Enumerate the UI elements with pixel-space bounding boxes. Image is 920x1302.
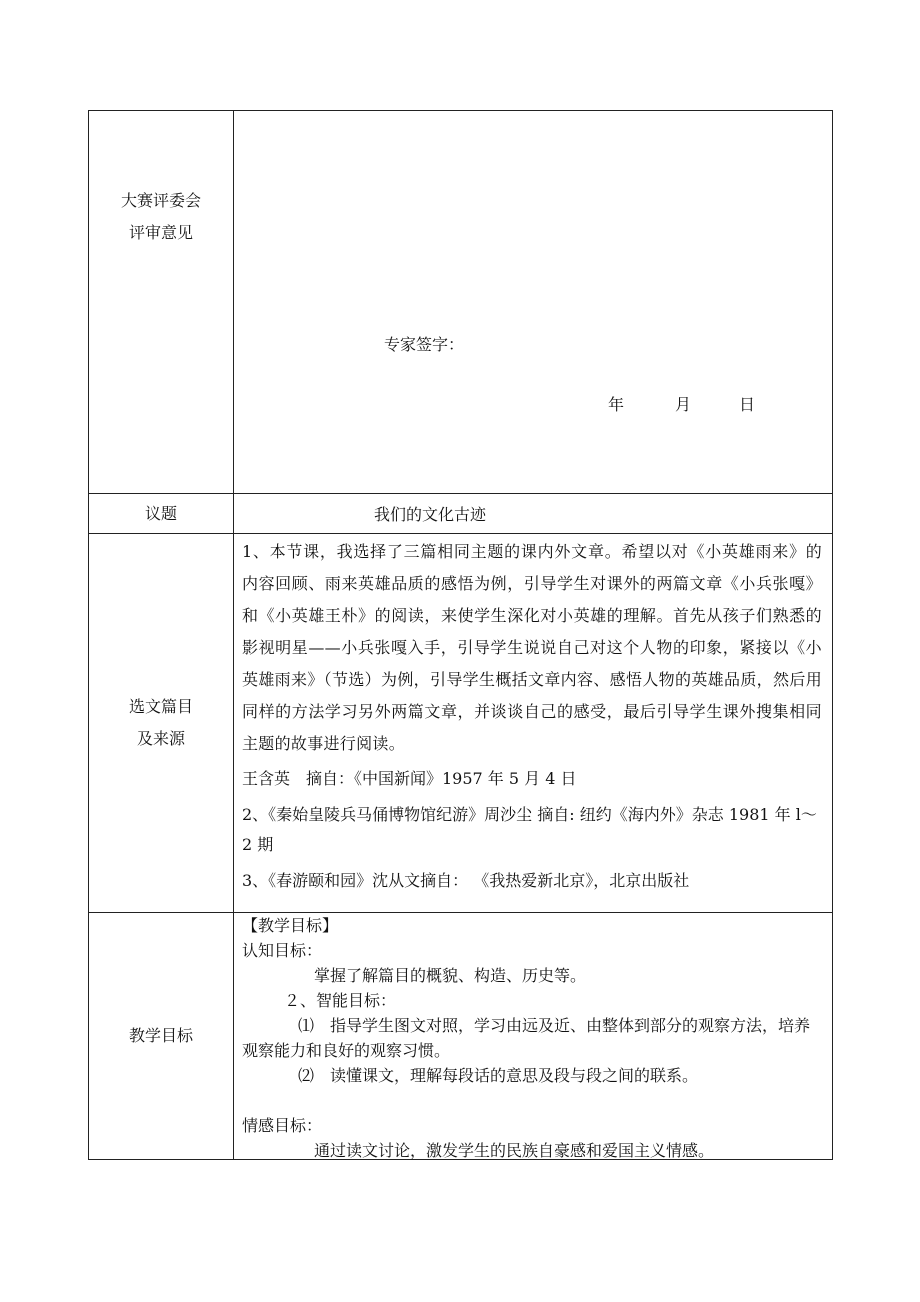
ability-title: ２、智能目标： bbox=[284, 991, 397, 1010]
source-item-1: 王含英 摘自：《中国新闻》1957 年 5 月 4 日 bbox=[242, 769, 577, 788]
review-label-line1: 大赛评委会 bbox=[120, 191, 201, 210]
emotion-title: 情感目标： bbox=[242, 1116, 323, 1135]
goals-heading: 【教学目标】 bbox=[242, 916, 339, 935]
topic-row bbox=[89, 493, 832, 533]
review-row bbox=[89, 111, 832, 493]
goals-content bbox=[234, 913, 832, 1159]
goals-row bbox=[89, 912, 832, 1159]
selection-row bbox=[89, 533, 832, 912]
topic-content bbox=[234, 494, 832, 533]
date-year: 年 bbox=[608, 395, 625, 414]
expert-signature-label: 专家签字： bbox=[384, 335, 465, 354]
date-month: 月 bbox=[675, 395, 692, 414]
ability-item-2: ⑵ 读懂课文，理解每段话的意思及段与段之间的联系。 bbox=[298, 1066, 699, 1085]
selection-label-line2: 及来源 bbox=[136, 729, 185, 748]
topic-value: 我们的文化古迹 bbox=[374, 505, 487, 524]
review-label bbox=[89, 111, 234, 493]
goals-label: 教学目标 bbox=[89, 913, 234, 1159]
selection-label bbox=[89, 534, 234, 912]
ability-item-1: ⑴ 指导学生图文对照，学习由远及近、由整体到部分的观察方法，培养观察能力和良好的观察习惯。 bbox=[242, 1016, 811, 1060]
emotion-text: 通过读文讨论，激发学生的民族自豪感和爱国主义情感。 bbox=[314, 1141, 715, 1160]
lesson-form-table bbox=[88, 110, 833, 1160]
date-day: 日 bbox=[739, 395, 756, 414]
review-content bbox=[234, 111, 832, 493]
source-list bbox=[234, 764, 832, 896]
cognitive-title: 认知目标： bbox=[242, 941, 323, 960]
source-item-2: 2、《秦始皇陵兵马俑博物馆纪游》周沙尘 摘自: 纽约《海内外》杂志 1981 年 l～2 期 bbox=[242, 805, 817, 854]
topic-label: 议题 bbox=[89, 494, 234, 533]
selection-content bbox=[234, 534, 832, 912]
review-label-line2: 评审意见 bbox=[128, 223, 193, 242]
selection-paragraph: 1、本节课，我选择了三篇相同主题的课内外文章。希望以对《小英雄雨来》的内容回顾、雨来英雄品质的感悟为例，引导学生对课外的两篇文章《小兵张嘎》和《小英雄王朴》的阅读，来使学生深化对小英雄的理解。首先从孩子们熟悉的影视明星——小兵张嘎入手，引导学生说说自己对这个人物的印象，紧接以《小英雄雨来》（节选）为例，引导学生概括文章内容、感悟人物的英雄品质，然后用同样的方法学习另外两篇文章，并谈谈自己的感受，最后引导学生课外搜集相同主题的故事进行阅读。 bbox=[242, 542, 822, 753]
selection-label-line1: 选文篇目 bbox=[128, 697, 193, 716]
cognitive-text: 掌握了解篇目的概貌、构造、历史等。 bbox=[314, 966, 587, 985]
source-item-3: 3、《春游颐和园》沈从文摘自： 《我热爱新北京》，北京出版社 bbox=[242, 871, 690, 890]
